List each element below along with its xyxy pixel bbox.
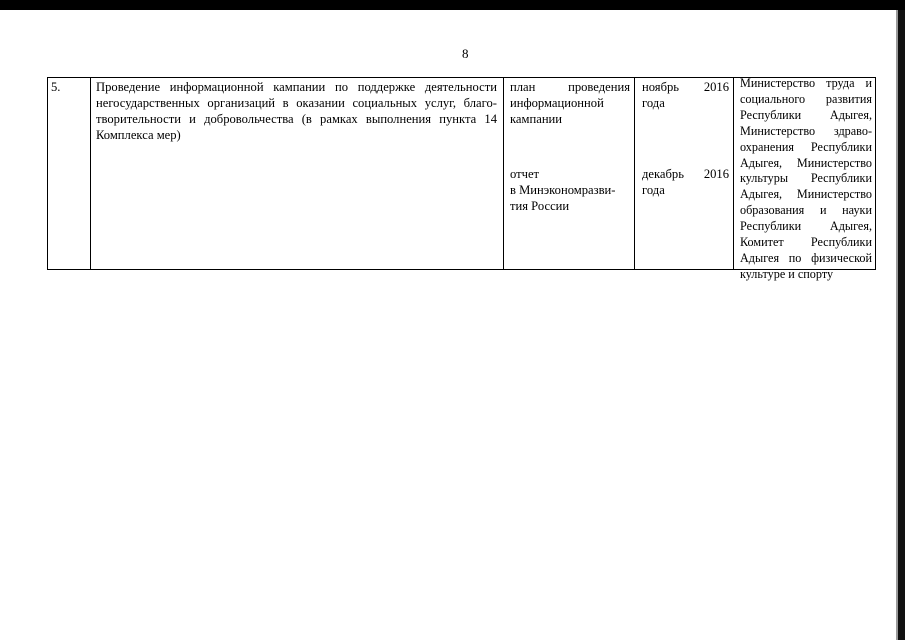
scan-top-border (0, 0, 905, 10)
result-report-line-3: тия России (510, 199, 570, 214)
result-plan-line-3: кампании (510, 112, 563, 127)
deadline-report (642, 166, 729, 198)
result-plan (510, 79, 630, 127)
deadline-plan-month: ноябрь (642, 80, 680, 94)
result-report (510, 166, 630, 214)
result-plan-word-2: проведения (568, 80, 630, 94)
column-divider-3 (634, 77, 635, 270)
result-report-line-2: в Минэкономразви- (510, 183, 616, 198)
deadline-report-line-2: года (642, 183, 665, 198)
column-divider-1 (90, 77, 91, 270)
column-divider-2 (503, 77, 504, 270)
deadline-plan-line-2: года (642, 96, 665, 111)
result-plan-line-1 (510, 79, 630, 95)
column-divider-4 (733, 77, 734, 270)
deadline-report-line-1 (642, 166, 729, 182)
deadline-plan-year: 2016 (703, 80, 729, 94)
result-plan-line-2: информационной (510, 96, 604, 111)
deadline-report-year: 2016 (703, 167, 729, 181)
responsible-executors: Министерство труда и социального развития Республики Адыгея, Министерство здраво-охранения Республики Адыгея, Министерство культуры Республики Адыгея, Министерство образования и науки Республики Адыгея, Комитет Республики Адыгея по физической культуре и спорту (740, 76, 872, 281)
result-report-line-1: отчет (510, 167, 540, 181)
deadline-report-month: декабрь (642, 167, 684, 181)
row-number: 5. (51, 80, 61, 94)
deadline-plan (642, 79, 729, 111)
page-number: 8 (462, 46, 469, 61)
result-plan-word-1: план (510, 80, 536, 94)
deadline-plan-line-1 (642, 79, 729, 95)
event-description: Проведение информационной кампании по поддержке деятельности негосударственных организаций в оказании социальных услуг, благо-творительности и добровольчества (в рамках выполнения пункта 14 Комплекса мер) (96, 80, 497, 143)
scan-right-border (898, 10, 905, 640)
